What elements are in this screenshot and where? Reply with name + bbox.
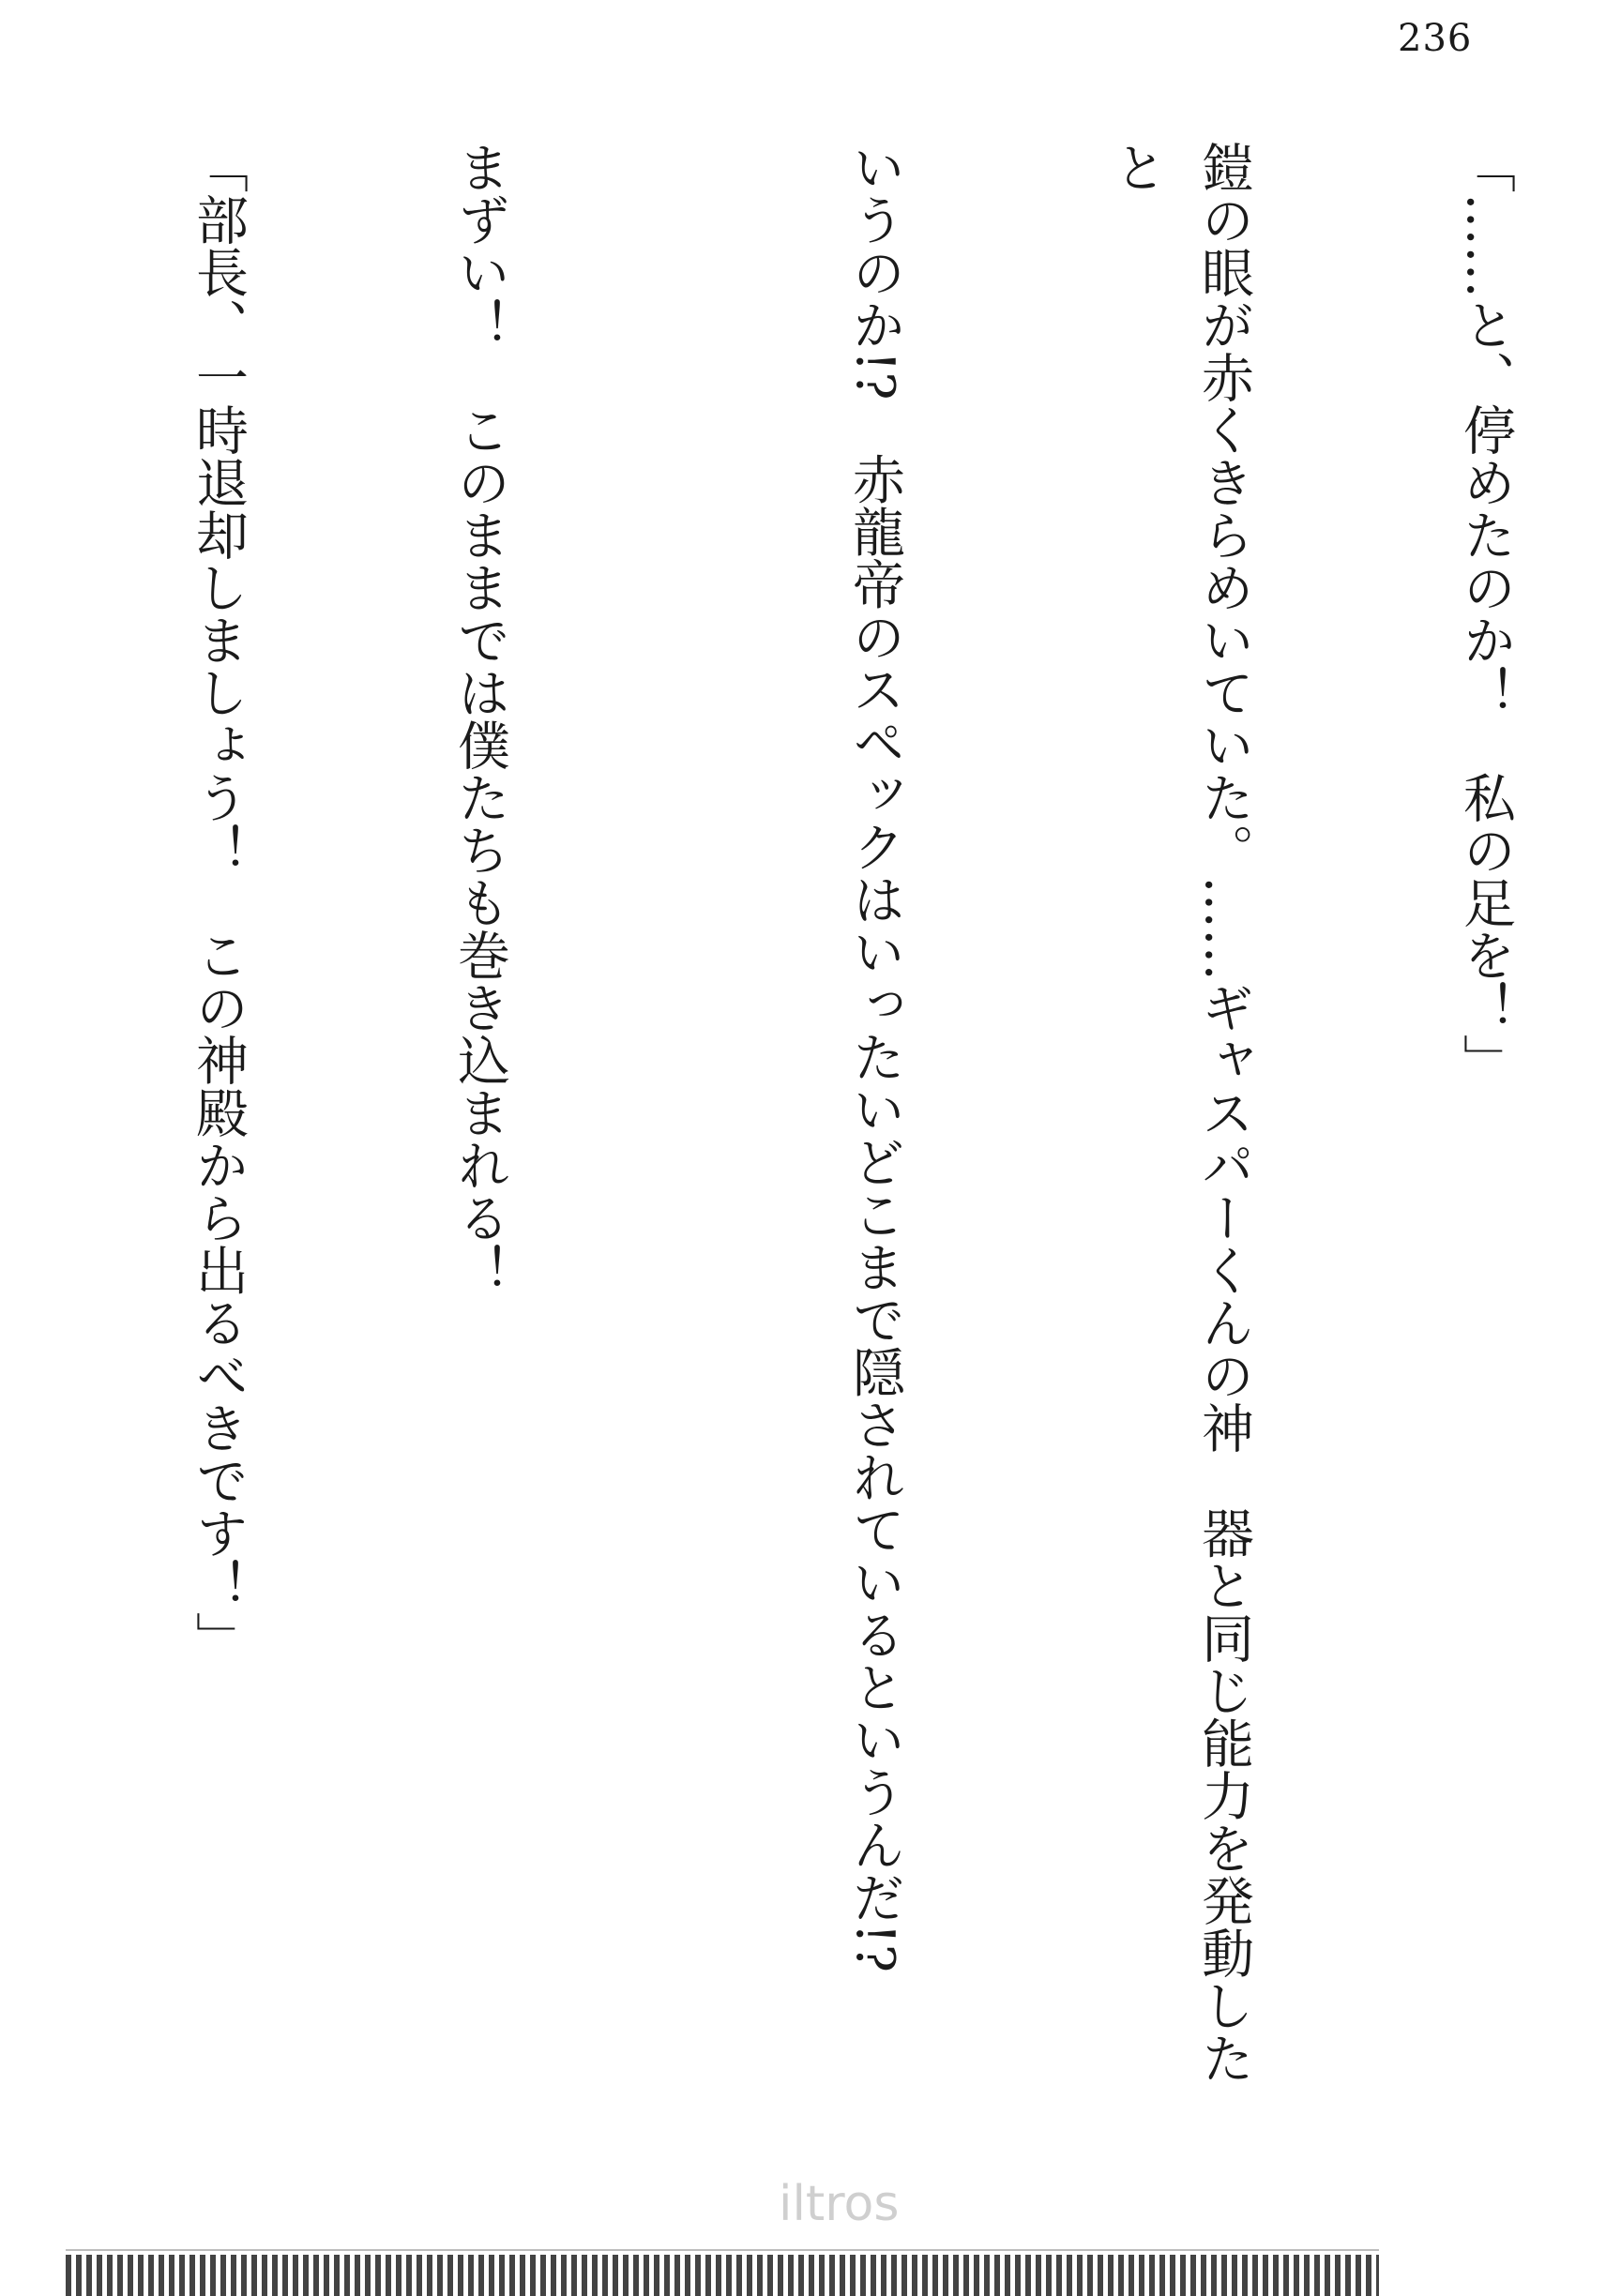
text-column: 「部長、一時退却しましょう！ この神殿から出るべきです！」 <box>188 141 249 1664</box>
page-number: 236 <box>1398 17 1473 60</box>
vertical-text-body <box>657 141 1576 2129</box>
text-column: まずい！ このままでは僕たちも巻き込まれる！ <box>449 141 510 1296</box>
secondary-text-area <box>0 141 600 2129</box>
text-column: 「……と、停めたのか！ 私の足を！」 <box>1455 141 1516 1086</box>
text-column: 鎧の眼が赤くきらめいていた。……ギャスパーくんの神 器と同じ能力を発動したと <box>1106 141 1254 2084</box>
vertical-text-body-left <box>0 141 600 2129</box>
text-column: いうのか!? 赤龍帝のスペックはいったいどこまで隠されているというんだ!? <box>844 141 905 1973</box>
watermark: iltros <box>779 2176 900 2232</box>
scan-fragment-next-page <box>66 2255 1379 2296</box>
bottom-divider <box>66 2249 1379 2251</box>
main-text-area <box>657 141 1576 2129</box>
